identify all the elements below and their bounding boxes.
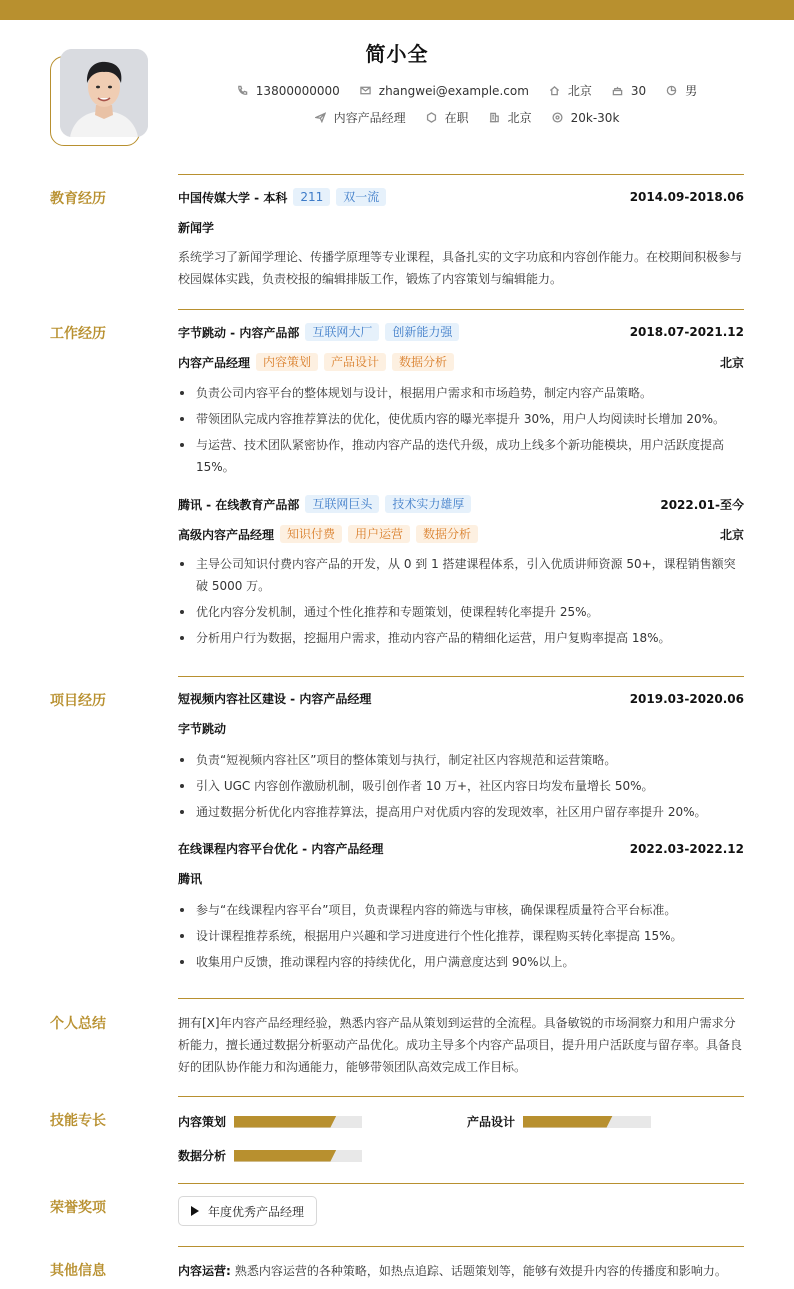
phone-icon [237,85,248,96]
projects-divider [178,676,744,677]
other-info-text: 熟悉内容运营的各种策略，如热点追踪、话题策划等，能够有效提升内容的传播度和影响力。 [234,1264,727,1278]
project-date: 2019.03-2020.06 [629,691,744,706]
age-text: 30 [630,83,647,98]
other-section-title: 其他信息 [50,1263,106,1279]
work-bullets [178,553,744,653]
education-divider [178,174,744,175]
avatar-frame [50,56,140,146]
list-item: 分析用户行为数据，挖掘用户需求，推动内容产品的精细化运营，用户复购率提高 18%。 [178,627,744,649]
triangle-right-icon [191,1206,199,1216]
skill-bar-fill [234,1150,336,1162]
gender-icon [666,85,677,96]
email-item [360,84,529,98]
summary-section-title: 个人总结 [50,1016,106,1032]
skill-item [467,1113,651,1130]
list-item: 带领团队完成内容推荐算法的优化，使优质内容的曝光率提升 30%，用户人均阅读时长增加 20%。 [178,408,744,430]
work-date: 2022.01-至今 [660,497,744,512]
skill-label: 产品设计 [467,1115,516,1129]
list-item: 引入 UGC 内容创作激励机制，吸引创作者 10 万+，社区内容日均发布量增长 50%。 [178,775,744,797]
project-org-row [178,870,744,887]
candidate-name: 简小全 [365,42,429,66]
major-row [178,219,744,236]
skill-label: 数据分析 [178,1149,227,1163]
education-tag: 双一流 [336,188,386,206]
status-item [426,109,469,126]
building-icon [489,112,500,123]
city-text: 北京 [567,84,592,98]
skill-bar-fill [234,1116,336,1128]
skill-bar [523,1116,651,1128]
phone-item [237,84,340,98]
city-item [549,82,592,99]
list-item: 设计课程推荐系统，根据用户兴趣和学习进度进行个性化推荐，课程购买转化率提高 15%。 [178,925,744,947]
phone-text: 13800000000 [255,83,340,98]
home-icon [549,85,560,96]
company-name: 腾讯 - 在线教育产品部 [178,497,300,512]
project-bullets [178,749,744,827]
project-header [178,690,744,707]
age-icon [612,85,623,96]
list-item: 优化内容分发机制，通过个性化推荐和专题策划，使课程转化率提升 25%。 [178,601,744,623]
job-target-text: 内容产品经理 [333,111,406,125]
role-tag: 产品设计 [324,353,386,371]
role-tag: 知识付费 [280,525,342,543]
list-item: 收集用户反馈，推动课程内容的持续优化，用户满意度达到 90%以上。 [178,951,744,973]
education-description: 系统学习了新闻学理论、传播学原理等专业课程，具备扎实的文字功底和内容创作能力。在校期间积极参与校园媒体实践，负责校报的编辑排版工作，锻炼了内容策划与编辑能力。 [178,250,743,286]
salary-icon [552,112,563,123]
skill-item [178,1147,362,1164]
work-divider [178,309,744,310]
skill-item [178,1113,362,1130]
list-item: 主导公司知识付费内容产品的开发，从 0 到 1 搭建课程体系，引入优质讲师资源 50+，课程销售额突破 5000 万。 [178,553,744,597]
projects-section-title: 项目经历 [50,693,106,709]
target-city-text: 北京 [507,111,532,125]
company-name: 字节跳动 - 内容产品部 [178,325,300,340]
skills-section-title: 技能专长 [50,1113,106,1129]
email-text: zhangwei@example.com [378,83,529,98]
work-date: 2018.07-2021.12 [629,325,744,339]
work-bullets [178,382,744,482]
award-item[interactable] [178,1196,317,1226]
major-name: 新闻学 [178,221,215,235]
project-org: 字节跳动 [178,722,227,736]
awards-section-title: 荣誉奖项 [50,1200,106,1216]
skill-bar-fill [523,1116,613,1128]
job-info-row [0,109,794,126]
mail-icon [360,85,371,96]
role-tag: 用户运营 [348,525,410,543]
company-tag: 互联网大厂 [305,323,379,341]
contact-info-row [0,82,794,99]
age-item [612,84,646,98]
role-name: 内容产品经理 [178,355,251,370]
role-tag: 数据分析 [392,353,454,371]
project-bullets [178,899,744,977]
project-date: 2022.03-2022.12 [629,841,744,856]
project-org-row [178,720,744,737]
awards-divider [178,1183,744,1184]
company-tag: 技术实力雄厚 [385,495,471,513]
role-tag: 数据分析 [416,525,478,543]
work-role-row [178,525,744,543]
school-name: 中国传媒大学 - 本科 [178,190,288,205]
project-header [178,840,744,857]
project-org: 腾讯 [178,872,203,886]
gender-item [666,82,697,99]
other-info-label: 内容运营: [178,1264,231,1278]
status-icon [426,112,437,123]
education-header [178,188,744,206]
list-item: 通过数据分析优化内容推荐算法，提高用户对优质内容的发现效率，社区用户留存率提升 20%。 [178,801,744,823]
education-date: 2014.09-2018.06 [629,190,744,204]
education-tag: 211 [293,188,330,206]
other-divider [178,1246,744,1247]
skill-bar [234,1150,362,1162]
project-name: 在线课程内容平台优化 - 内容产品经理 [178,842,384,856]
education-section-title: 教育经历 [50,191,106,207]
other-info-row [178,1262,744,1279]
skill-label: 内容策划 [178,1115,227,1129]
skills-divider [178,1096,744,1097]
role-tag: 内容策划 [256,353,318,371]
summary-text: 拥有[X]年内容产品经理经验，熟悉内容产品从策划到运营的全流程。具备敏锐的市场洞察力和用户需求分析能力，擅长通过数据分析驱动产品优化。成功主导多个内容产品项目，提升用户活跃度与留存率。具备良好的团队协作能力和沟通能力，能够带领团队高效完成工作目标。 [178,1016,743,1074]
list-item: 负责公司内容平台的整体规划与设计，根据用户需求和市场趋势，制定内容产品策略。 [178,382,744,404]
work-location: 北京 [719,527,744,542]
company-tag: 互联网巨头 [305,495,379,513]
send-icon [315,112,326,123]
skill-bar [234,1116,362,1128]
target-city-item [489,109,532,126]
work-section-title: 工作经历 [50,326,106,342]
work-company-row [178,495,744,513]
list-item: 参与“在线课程内容平台”项目，负责课程内容的筛选与审核，确保课程质量符合平台标准。 [178,899,744,921]
award-label: 年度优秀产品经理 [208,1204,305,1219]
work-role-row [178,353,744,371]
job-target-item [315,109,406,126]
work-company-row [178,323,744,341]
list-item: 负责“短视频内容社区”项目的整体策划与执行，制定社区内容规范和运营策略。 [178,749,744,771]
company-tag: 创新能力强 [385,323,459,341]
work-location: 北京 [719,355,744,370]
list-item: 与运营、技术团队紧密协作，推动内容产品的迭代升级，成功上线多个新功能模块，用户活跃度提高 15%。 [178,434,744,478]
salary-text: 20k-30k [570,110,620,125]
top-accent-bar [0,0,794,20]
project-name: 短视频内容社区建设 - 内容产品经理 [178,692,372,706]
salary-item [552,111,620,125]
gender-text: 男 [685,84,698,98]
status-text: 在职 [444,111,469,125]
summary-divider [178,998,744,999]
role-name: 高级内容产品经理 [178,527,275,542]
